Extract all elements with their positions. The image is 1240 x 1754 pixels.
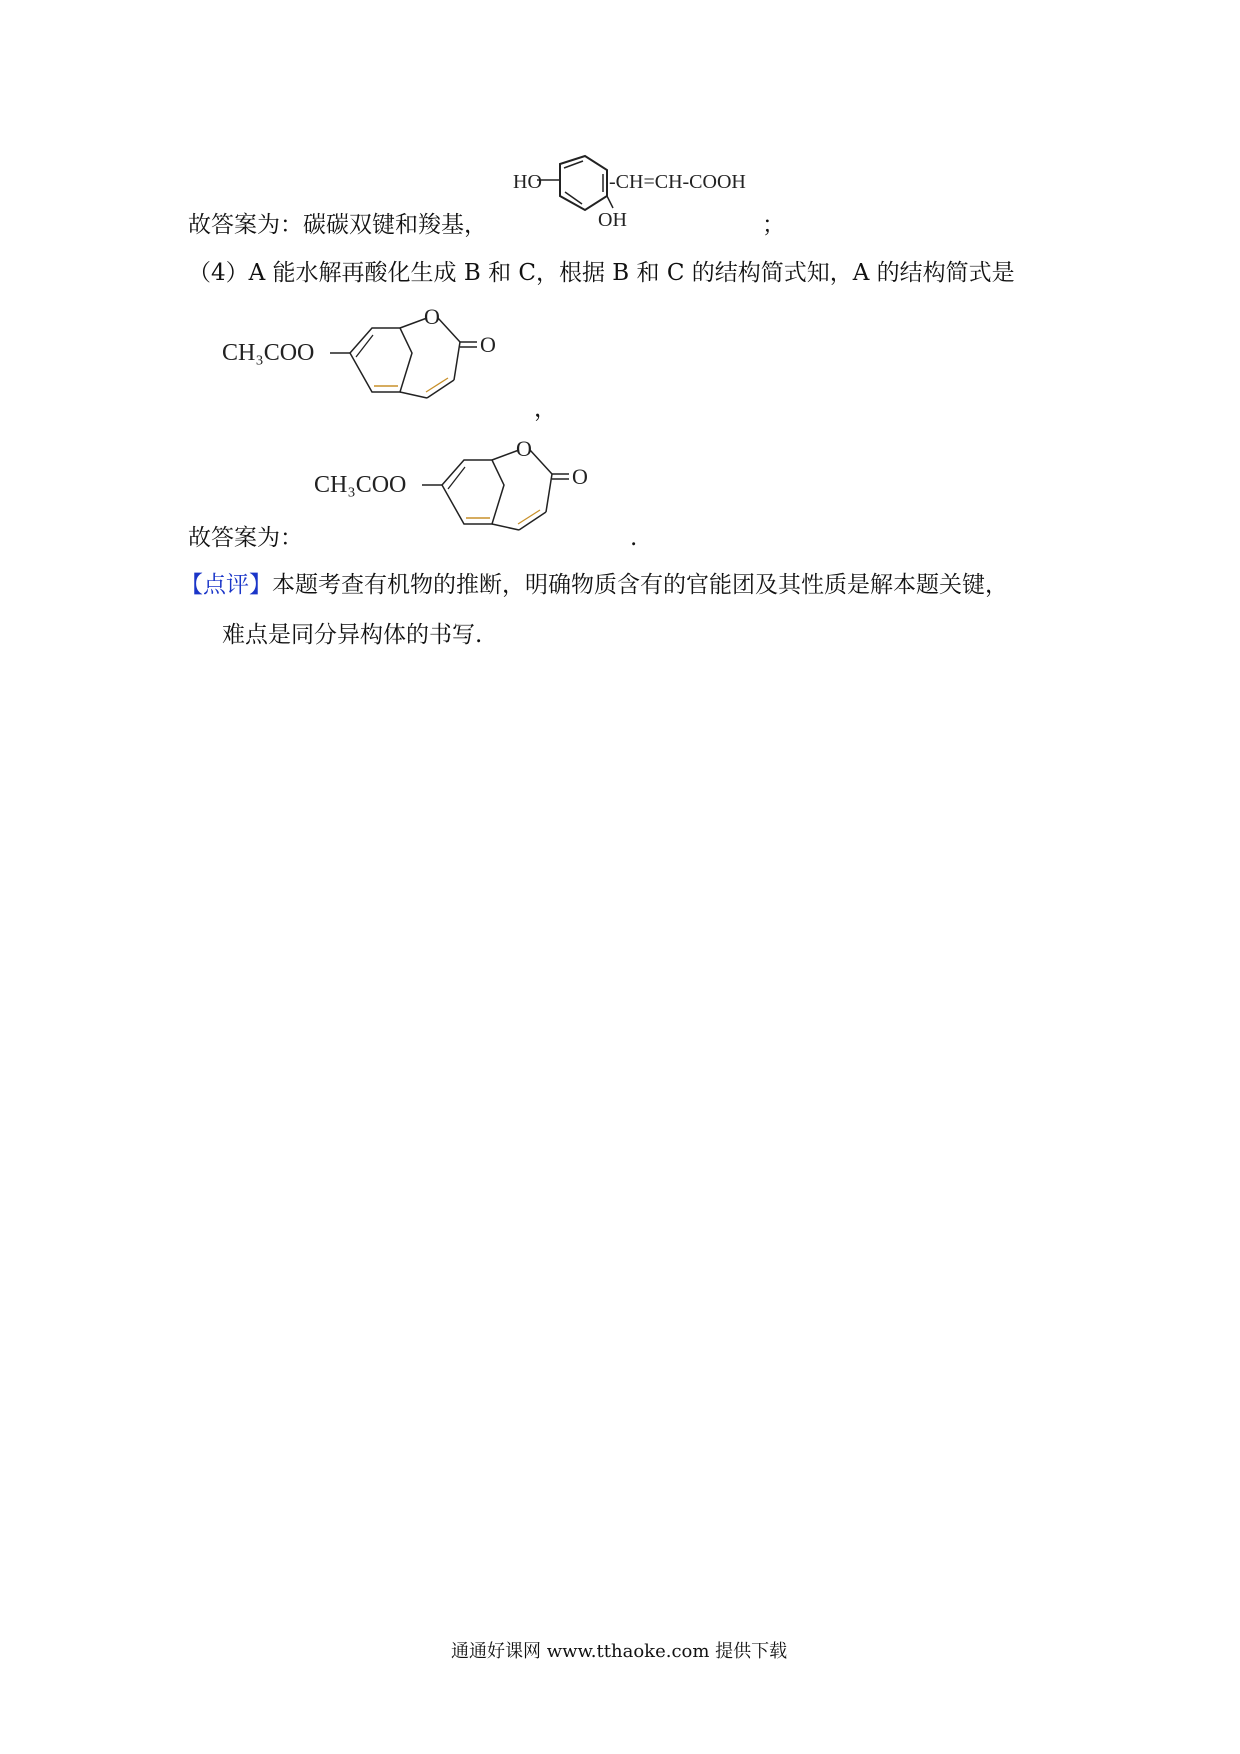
page-footer: 通通好课网 www.tthaoke.com 提供下载 [451, 1641, 788, 1662]
answer-line-2: （4）A 能水解再酸化生成 B 和 C，根据 B 和 C 的结构简式知，A 的结构简式是 [188, 260, 1015, 286]
acetoxy-label: CH₃COO [222, 340, 315, 366]
answer-line-1 [188, 214, 487, 237]
comment-text-1: 本题考查有机物的推断，明确物质含有的官能团及其性质是解本题关键， [272, 572, 1008, 598]
comment-line-1 [180, 574, 1008, 597]
comment-line-2: 难点是同分异构体的书写. [222, 622, 483, 648]
carbonyl-oxygen-2: O [572, 464, 588, 489]
oh-label: OH [598, 209, 627, 230]
comma-after-structure: ， [534, 396, 557, 422]
answer-line-3-suffix: . [630, 525, 638, 551]
answer-line-1-prefix: 故答案为：碳碳双键和羧基， [188, 212, 487, 238]
structure-a [222, 300, 542, 420]
answer-line-1-suffix: ； [762, 212, 785, 238]
ring-oxygen: O [424, 304, 440, 329]
acetoxy-label-2: CH₃COO [314, 472, 407, 498]
comment-tag: 【点评】 [180, 572, 272, 598]
caffeic-acid-structure [505, 150, 775, 230]
ring-oxygen-2: O [516, 436, 532, 461]
answer-line-3-prefix: 故答案为： [188, 525, 303, 551]
chain-label: -CH=CH-COOH [609, 171, 746, 193]
ho-label: HO [513, 171, 542, 193]
carbonyl-oxygen: O [480, 332, 496, 357]
structure-a-answer [314, 432, 634, 552]
